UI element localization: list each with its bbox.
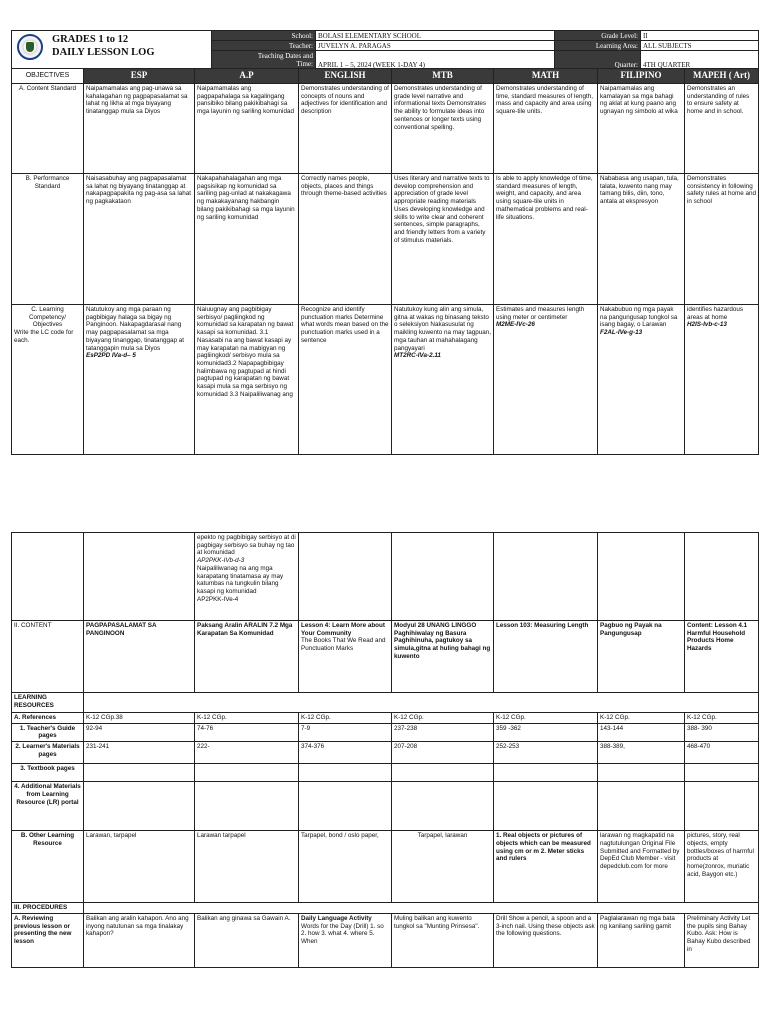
- lm-english: 374-376: [299, 742, 392, 764]
- competency-esp-cell: [84, 305, 195, 455]
- filipino-header: FILIPINO: [598, 69, 685, 84]
- references-math: K-12 CGp.: [494, 713, 598, 724]
- empty-cell: [195, 764, 299, 782]
- ap-header: A.P: [195, 69, 299, 84]
- other-resources-label: B. Other Learning Resource: [12, 831, 84, 903]
- school-label: School:: [212, 31, 316, 41]
- area-label: Learning Area:: [555, 41, 641, 51]
- competency-mapeh-cell: [685, 305, 759, 455]
- tg-english: 7-9: [299, 723, 392, 741]
- performance-standard-mapeh: Demonstrates consistency in following safety rules at home and in school: [685, 174, 759, 305]
- competency-label-cell: [12, 305, 84, 455]
- content-mtb: Modyul 28 UNANG LINGGO Paghihiwalay ng Basura Paghihinuha, pagtukoy sa simula,gitna at huling bahagi ng kuwento: [392, 621, 494, 693]
- review-english-title: Daily Language Activity: [301, 914, 372, 922]
- quarter-value: 4TH QUARTER: [641, 51, 759, 70]
- dates-label-line1: Teaching Dates and: [257, 52, 313, 60]
- references-esp: K-12 CGp.38: [84, 713, 195, 724]
- dates-value: APRIL 1 – 5, 2024 (WEEK 1-DAY 4): [316, 51, 555, 70]
- competency-math: Estimates and measures length using meter or centimeter: [496, 306, 585, 321]
- review-english-cell: [299, 913, 392, 967]
- tg-esp: 92-94: [84, 723, 195, 741]
- quarter-label: Quarter:: [555, 51, 641, 70]
- tg-mapeh: 388- 390: [685, 723, 759, 741]
- lm-ap: 222-: [195, 742, 299, 764]
- teacher-label: Teacher:: [212, 41, 316, 51]
- content-standard-label: A. Content Standard: [12, 84, 84, 174]
- other-esp: Larawan, tarpapel: [84, 831, 195, 903]
- mtb-header: MTB: [392, 69, 494, 84]
- competency-continued-row: [12, 533, 759, 621]
- teacher-value: JUVELYN A. PARAGAS: [316, 41, 555, 51]
- review-english: Words for the Day (Drill) 1. so 2. how 3. what 4. where 5. When: [301, 922, 384, 945]
- lm-math: 252-253: [494, 742, 598, 764]
- empty-cell: [84, 533, 195, 621]
- title-line-1: GRADES 1 to 12: [52, 34, 129, 45]
- page-two: [0, 532, 768, 1024]
- competency-ap-text-b: Naipaliliwanag na ang mga karapatang tinatamasa ay may katumbas na tungkulin bilang kasapi ng komunidad: [197, 564, 284, 595]
- learners-materials-label: 2. Learner's Materials pages: [12, 742, 84, 764]
- competency-ap: Naiuugnay ang pagbibigay serbisyo/ pagliingkod ng komunidad sa karapatan ng bawat kasapi sa komunidad. 3.1 Nasasabi na ang bawat kasapi ay may karapatan na mabigyan ng pagliingkod/ serbisyo mula sa komunidad3.2 Napapagbibigay halimbawa ng pagtupad at hindi pagtupad ng karapatan ng bawat kasapi mula sa mga serbisyo ng komunidad 3.3 Naipaliliwanag ang: [195, 305, 299, 455]
- tg-mtb: 237-238: [392, 723, 494, 741]
- content-label: II. CONTENT: [12, 621, 84, 693]
- empty-cell: [392, 782, 494, 831]
- competency-ap-code-1: AP2PKK-IVb-d-3: [197, 557, 245, 565]
- review-esp: Balikan ang aralin kahapon. Ano ang inyong natutunan sa mga tinalakay kahapon?: [84, 913, 195, 967]
- competency-math-code: M2ME-IVc-26: [496, 321, 535, 329]
- content-english-topic: The Books That We Read and Punctuation Marks: [301, 637, 386, 653]
- review-mapeh: Preliminary Activity Let the pupils sing Bahay Kubo. Ask: How is Bahay Kubo described in: [685, 913, 759, 967]
- competency-esp: Natutukoy ang mga paraan ng pagbibigay halaga sa bigay ng Panginoon. Nakapagdarasal nang may pagpapasalamat sa mga biyayang tinanggap, tinatanggap at tatanggapin mula sa Diyos: [86, 306, 185, 352]
- math-header: MATH: [494, 69, 598, 84]
- textbook-label: 3. Textbook pages: [12, 764, 84, 782]
- references-english: K-12 CGp.: [299, 713, 392, 724]
- content-standard-filipino: Naipamamalas ang kamalayan sa mga bahagi ng aklat at kung paano ang ugnayan ng simbolo at wika: [598, 84, 685, 174]
- content-mapeh: Content: Lesson 4.1 Harmful Household Products Home Hazards: [685, 621, 759, 693]
- title-line-2: DAILY LESSON LOG: [52, 47, 155, 58]
- performance-standard-ap: Nakapahahalagahan ang mga pagsisikap ng komunidad sa sariling pag-unlad at nakakagawa ng makakayanang hakbangin bilang pakikibahagi sa mga layunin ng sariling komunidad: [195, 174, 299, 305]
- area-value: ALL SUBJECTS: [641, 41, 759, 51]
- tg-math: 359 -362: [494, 723, 598, 741]
- other-math: 1. Real objects or pictures of objects which can be measured using cm or m 2. Meter sticks and rulers: [494, 831, 598, 903]
- empty-cell: [299, 764, 392, 782]
- references-ap: K-12 CGp.: [195, 713, 299, 724]
- review-label: A. Reviewing previous lesson or presenting the new lesson: [12, 913, 84, 967]
- textbook-row: [12, 764, 759, 782]
- tg-filipino: 143-144: [598, 723, 685, 741]
- competency-ap-text-a: epekto ng pagbibigay serbisyo at di pagbigay serbisyo sa buhay ng tao at komunidad: [197, 534, 296, 557]
- school-value: BOLASI ELEMENTARY SCHOOL: [316, 31, 555, 41]
- other-english: Tarpapel, bond / oslo paper,: [299, 831, 392, 903]
- dates-label-line2: Time:: [296, 60, 313, 68]
- content-standard-esp: Naipamamalas ang pag-unawa sa kahalagahan ng pagpapasalamat sa lahat ng likha at mga biyayang tinatanggap mula sa Diyos: [84, 84, 195, 174]
- references-label: A. References: [12, 713, 84, 724]
- competency-mtb: Natutukoy kung alin ang simula, gitna at wakas ng binasang teksto o seleksiyon Nakasusulat ng maikling kuwento na may tagpuan, mga tauhan at mahahalagang pangyayari: [394, 306, 491, 352]
- empty-cell: [598, 764, 685, 782]
- empty-cell: [84, 693, 759, 713]
- other-filipino: larawan ng magkapatid na nagtutulungan Original File Submitted and Formatted by DepEd Club Member - visit depedclub.com for more: [598, 831, 685, 903]
- additional-materials-label: 4. Additional Materials from Learning Resource (LR) portal: [12, 782, 84, 831]
- empty-cell: [685, 782, 759, 831]
- content-standard-ap: Naipamamalas ang pagpapahalaga sa kagalingang pansibiko bilang pakikibahagi sa mga layunin ng sariling komunidad: [195, 84, 299, 174]
- empty-cell: [299, 782, 392, 831]
- empty-cell: [84, 764, 195, 782]
- lesson-table-page2: [11, 532, 759, 968]
- empty-cell: [299, 533, 392, 621]
- lm-mtb: 207-208: [392, 742, 494, 764]
- empty-cell: [494, 764, 598, 782]
- empty-cell: [392, 764, 494, 782]
- performance-standard-esp: Naisasabuhay ang pagpapasalamat sa lahat ng biyayang tinatanggap at nakapagpapakita ng pag-asa sa lahat ng pagkakataon: [84, 174, 195, 305]
- competency-mtb-code: MT2RC-IVa-2.11: [394, 352, 441, 360]
- content-english-cell: [299, 621, 392, 693]
- header-table: [211, 30, 759, 70]
- empty-cell: [685, 764, 759, 782]
- competency-note: Write the LC code for each.: [14, 329, 74, 344]
- empty-cell: [84, 782, 195, 831]
- review-math: Drill Show a pencil, a spoon and a 3-inch nail. Using these objects ask the following questions.: [494, 913, 598, 967]
- review-ap: Balikan ang ginawa sa Gawain A.: [195, 913, 299, 967]
- content-standard-math: Demonstrates understanding of time, standard measures of length, mass and capacity and area using square-tile units.: [494, 84, 598, 174]
- competency-filipino-code: F2AL-IVe-g-13: [600, 329, 643, 337]
- procedures-label: III. PROCEDURES: [12, 903, 84, 914]
- content-standard-mtb: Demonstrates understanding of grade level narrative and informational texts Demonstrates the ability to formulate ideas into sentences or longer texts using conventional spelling.: [392, 84, 494, 174]
- competency-label: C. Learning Competency/ Objectives: [28, 306, 67, 329]
- content-row: [12, 621, 759, 693]
- competency-mapeh: identifies hazardous areas at home: [687, 306, 744, 321]
- content-standard-mapeh: Demonstrates an understanding of rules to ensure safety at home and in school.: [685, 84, 759, 174]
- review-mtb: Muling balikan ang kuwento tungkol sa "Munting Prinsesa".: [392, 913, 494, 967]
- mapeh-header: MAPEH ( Art): [685, 69, 759, 84]
- grade-value: II: [641, 31, 759, 41]
- learning-resources-label: LEARNING RESOURCES: [12, 693, 84, 713]
- content-esp: PAGPAPASALAMAT SA PANGINOON: [84, 621, 195, 693]
- empty-cell: [685, 533, 759, 621]
- learning-resources-row: [12, 693, 759, 713]
- references-mapeh: K-12 CGp.: [685, 713, 759, 724]
- page-one: [0, 0, 768, 480]
- competency-math-cell: [494, 305, 598, 455]
- empty-cell: [195, 782, 299, 831]
- other-mapeh: pictures, story, real objects, empty bottles/boxes of harmful products at home(zonrox, muriatic acid, Baygon etc.): [685, 831, 759, 903]
- empty-cell: [598, 533, 685, 621]
- content-math: Lesson 103: Measuring Length: [494, 621, 598, 693]
- performance-standard-english: Correctly names people, objects, places and things through theme-based activities: [299, 174, 392, 305]
- performance-standard-label: B. Performance Standard: [12, 174, 84, 305]
- learners-materials-row: [12, 742, 759, 764]
- competency-filipino: Nakabubuo ng mga payak na pangungusap tungkol sa isang bagay, o Larawan: [600, 306, 678, 329]
- title-box: [11, 30, 212, 69]
- competency-english: Recognize and identify punctuation marks Determine what words mean based on the punctuation marks used in a sentence: [299, 305, 392, 455]
- content-english-lesson: Lesson 4: Learn More about Your Community: [301, 622, 385, 637]
- empty-cell: [598, 782, 685, 831]
- empty-cell: [12, 533, 84, 621]
- performance-standard-math: Is able to apply knowledge of time, standard measures of length, weight, and capacity, and area using square-tile units in mathematical problems and real-life situations.: [494, 174, 598, 305]
- procedures-row: [12, 903, 759, 914]
- grade-label: Grade Level:: [555, 31, 641, 41]
- competency-esp-code: EsP2PD IVa-d– 5: [86, 352, 136, 360]
- performance-standard-row: [12, 174, 759, 305]
- esp-header: ESP: [84, 69, 195, 84]
- empty-cell: [494, 782, 598, 831]
- content-standard-english: Demonstrates understanding of concepts of nouns and adjectives for identification and description: [299, 84, 392, 174]
- tg-ap: 74-76: [195, 723, 299, 741]
- references-filipino: K-12 CGp.: [598, 713, 685, 724]
- objectives-header: OBJECTIVES: [12, 69, 84, 84]
- review-row: [12, 913, 759, 967]
- performance-standard-filipino: Nababasa ang usapan, tula, talata, kuwento nang may tamang bilis, diin, tono, antala at ekspresyon: [598, 174, 685, 305]
- teachers-guide-row: [12, 723, 759, 741]
- references-row: [12, 713, 759, 724]
- lesson-table-page1: [11, 68, 759, 455]
- empty-cell: [392, 533, 494, 621]
- competency-ap-code-2: AP2PKK-IVe-4: [197, 595, 239, 603]
- additional-materials-row: [12, 782, 759, 831]
- lm-esp: 231-241: [84, 742, 195, 764]
- competency-mapeh-code: H2IS-Ivb-c-13: [687, 321, 727, 329]
- competency-mtb-cell: [392, 305, 494, 455]
- dates-label: [212, 51, 316, 70]
- references-mtb: K-12 CGp.: [392, 713, 494, 724]
- other-resources-row: [12, 831, 759, 903]
- competency-row: [12, 305, 759, 455]
- content-ap: Paksang Aralin ARALIN 7.2 Mga Karapatan Sa Komunidad: [195, 621, 299, 693]
- content-filipino: Pagbuo ng Payak na Pangungusap: [598, 621, 685, 693]
- competency-filipino-cell: [598, 305, 685, 455]
- english-header: ENGLISH: [299, 69, 392, 84]
- teachers-guide-label: 1. Teacher's Guide pages: [12, 723, 84, 741]
- lm-mapeh: 468-470: [685, 742, 759, 764]
- review-filipino: Paglalarawan ng mga bata ng kanilang sariling gamit: [598, 913, 685, 967]
- content-standard-row: [12, 84, 759, 174]
- lm-filipino: 388-389,: [598, 742, 685, 764]
- empty-cell: [84, 903, 759, 914]
- other-mtb: Tarpapel, larawan: [392, 831, 494, 903]
- other-ap: Larawan tarpapel: [195, 831, 299, 903]
- empty-cell: [494, 533, 598, 621]
- performance-standard-mtb: Uses literary and narrative texts to develop comprehension and appreciation of grade level appropriate reading materials Uses developing knowledge and skills to write clear and coherent sentences, simple paragraphs, and friendly letters from a variety of stimulus materials.: [392, 174, 494, 305]
- competency-ap-continued: [195, 533, 299, 621]
